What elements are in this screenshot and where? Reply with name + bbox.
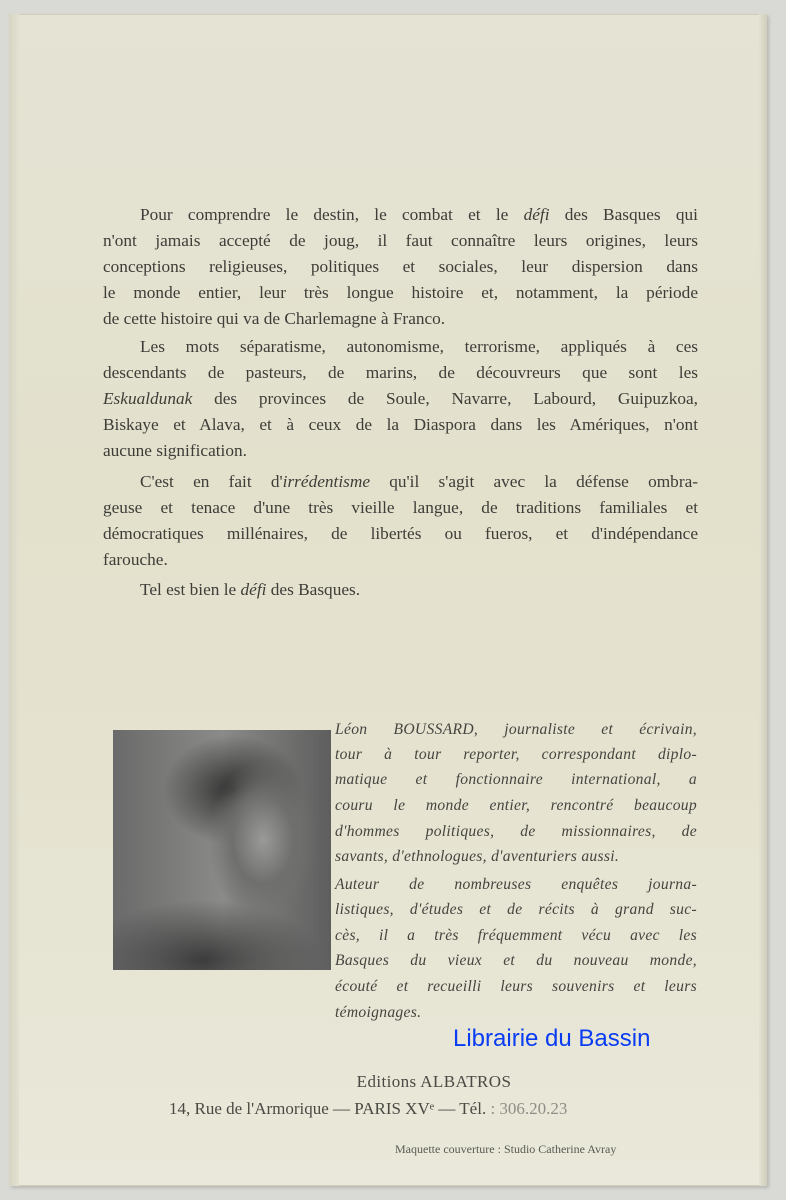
blurb-line: démocratiques millénaires, de libertés ou fueros, et d'indépendance (103, 524, 698, 543)
blurb-line: Eskualdunak des provinces de Soule, Navarre, Labourd, Guipuzkoa, (103, 389, 698, 408)
emphasis: défi (240, 580, 267, 599)
blurb-line: C'est en fait d'irrédentisme qu'il s'agit avec la défense ombra- (140, 472, 698, 491)
blurb-line: descendants de pasteurs, de marins, de découvreurs que sont les (103, 363, 698, 382)
blurb-line: Biskaye et Alava, et à ceux de la Diaspora dans les Amériques, n'ont (103, 415, 698, 434)
blurb-line: Tel est bien le défi des Basques. (140, 580, 361, 599)
bio-line: listiques, d'études et de récits à grand suc- (335, 901, 697, 918)
emphasis: irrédentisme (282, 472, 371, 491)
blurb-line: n'ont jamais accepté de joug, il faut connaître leurs origines, leurs (103, 231, 698, 250)
blurb-line: conceptions religieuses, politiques et sociales, leur dispersion dans (103, 257, 698, 276)
bio-line: Léon BOUSSARD, journaliste et écrivain, (335, 721, 697, 738)
bio-line: Auteur de nombreuses enquêtes journa- (335, 876, 697, 893)
bio-line: témoignages. (335, 1004, 422, 1021)
bio-line: couru le monde entier, rencontré beaucoup (335, 797, 697, 814)
bio-line: matique et fonctionnaire international, a (335, 771, 697, 788)
cover-design-credit: Maquette couverture : Studio Catherine Avray (395, 1142, 617, 1156)
author-portrait-photo (113, 730, 331, 970)
publisher-address (169, 1099, 567, 1119)
blurb-line: Les mots séparatisme, autonomisme, terrorisme, appliqués à ces (140, 337, 698, 356)
blurb-line: Pour comprendre le destin, le combat et le défi des Basques qui (140, 205, 698, 224)
book-back-cover (9, 14, 767, 1186)
blurb-line: geuse et tenace d'une très vieille langue, de traditions familiales et (103, 498, 698, 517)
phone-number: : 306.20.23 (490, 1099, 568, 1118)
blurb-line: farouche. (103, 550, 168, 569)
bio-line: savants, d'ethnologues, d'aventuriers aussi. (335, 848, 620, 865)
bookseller-watermark: Librairie du Bassin (453, 1025, 651, 1052)
bio-line: cès, il a très fréquemment vécu avec les (335, 927, 697, 944)
address-text: 14, Rue de l'Armorique — PARIS XVᵉ — Tél. (169, 1099, 491, 1118)
bio-line: d'hommes politiques, de missionnaires, de (335, 823, 697, 840)
publisher-name: Editions ALBATROS (356, 1072, 512, 1091)
blurb-line: le monde entier, leur très longue histoire et, notamment, la période (103, 283, 698, 302)
emphasis: Eskualdunak (103, 389, 193, 408)
bio-line: Basques du vieux et du nouveau monde, (335, 952, 697, 969)
blurb-line: aucune signification. (103, 441, 247, 460)
blurb-line: de cette histoire qui va de Charlemagne à Franco. (103, 309, 446, 328)
bio-line: tour à tour reporter, correspondant diplo- (335, 746, 697, 763)
bio-line: écouté et recueilli leurs souvenirs et leurs (335, 978, 697, 995)
emphasis: défi (523, 205, 550, 224)
